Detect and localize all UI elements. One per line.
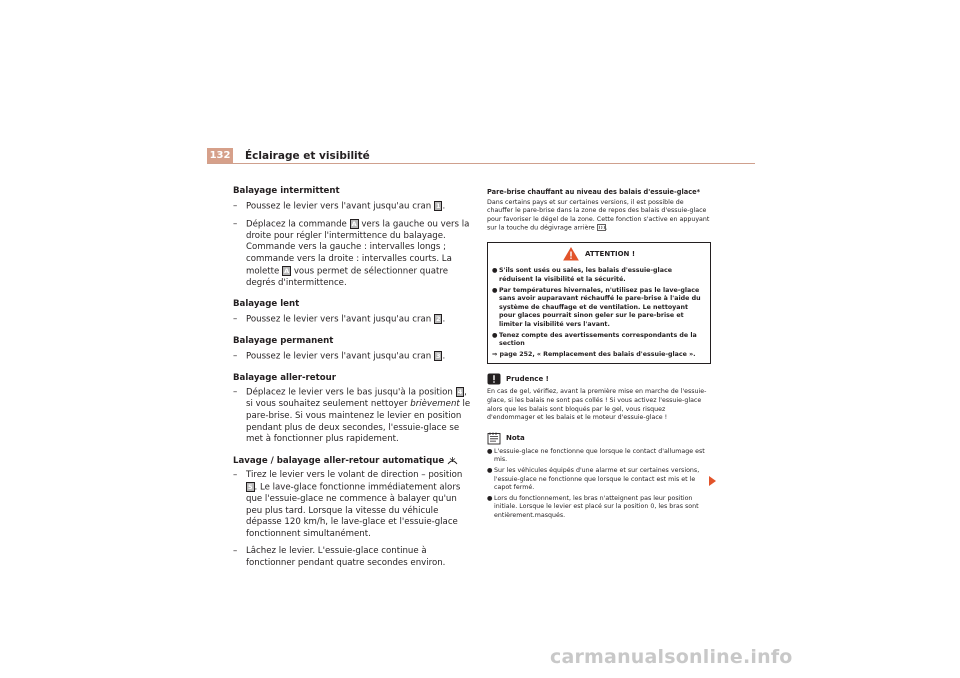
list-item: ● Tenez compte des avertissements correspondants de la section: [492, 331, 697, 348]
list-item: ● Par températures hivernales, n'utilisez pas le lave-glace sans avoir auparavant réchauffé le pare-brise à l'aide du système de chauffage et de ventilation. Le nettoyant pour glaces pourrait sinon geler sur le pare-brise et limiter la visibilité vers l'avant.: [492, 286, 701, 329]
page-number: 132: [207, 148, 233, 164]
heading-lent: Balayage lent: [233, 299, 300, 310]
callout-1: 1: [435, 201, 441, 210]
washer-fluid-icon: [447, 456, 458, 465]
note-icon: [487, 432, 501, 445]
list-item: ● S'ils sont usés ou sales, les balais d'essuie-glace réduisent la visibilité et la sécurité.: [492, 267, 672, 284]
watermark: carmanualsonline.info: [550, 646, 793, 668]
header-title: Éclairage et visibilité: [245, 150, 370, 162]
header-rule: [207, 163, 755, 164]
note-title: Nota: [506, 433, 525, 442]
list-item: – Poussez le levier vers l'avant jusqu'au cran 1 .: [233, 200, 446, 212]
warning-triangle-icon: [563, 247, 579, 261]
warning-box: [487, 242, 711, 364]
list-item: – Poussez le levier vers l'avant jusqu'au cran 2 .: [233, 313, 446, 325]
list-item: ● Lors du fonctionnement, les bras n'atteignent pas leur position initiale. Lorsque le levier est placé sur la position 0, les bras sont entièrement.masqués.: [487, 494, 699, 519]
callout-a: A: [351, 219, 357, 228]
heading-aller-retour: Balayage aller-retour: [233, 372, 336, 383]
heading-permanent: Balayage permanent: [233, 335, 334, 346]
callout-5: 5: [248, 482, 253, 491]
list-item: – Tirez le levier vers le volant de direction – position 5 . Le lave-glace fonctionne immédiatement alors que l'essuie-glace ne commence à balayer qu'un peu plus tard. Lorsque la vitesse du véhicule dépasse 120 km/h, le lave-glace et l'essuie-glace fonctionnent simultanément.: [233, 470, 463, 539]
list-item: – Lâchez le levier. L'essuie-glace continue à fonctionner pendant quatre secondes environ.: [233, 546, 446, 568]
caution-text: En cas de gel, vérifiez, avant la première mise en marche de l'essuie-glace, si les balais ne sont pas collés ! Si vous activez l'essuie-glace alors que les balais sont bloqués par le gel, vous risquez d'endommager et les balais et le moteur d'essuie-glace !: [487, 388, 707, 422]
rear-defrost-icon: [597, 224, 606, 231]
heading-intermittent: Balayage intermittent: [233, 186, 340, 196]
list-item: – Déplacez le levier vers le bas jusqu'à la position 4 , si vous souhaitez seulement nettoyer brièvement le pare-brise. Si vous maintenez le levier en position pendant plus de deux secondes, l'essuie-glace se met à fonctionner plus rapidement.: [233, 387, 471, 445]
right-column: [487, 188, 711, 523]
callout-3: 3: [435, 351, 441, 360]
list-item: – Poussez le levier vers l'avant jusqu'au cran 3 .: [233, 350, 446, 362]
callout-a: A: [284, 266, 290, 275]
heading-heated-windscreen: Pare-brise chauffant au niveau des balais d'essuie-glace*: [487, 188, 701, 196]
paragraph-heated: Dans certains pays et sur certaines versions, il est possible de chauffer le pare-brise dans la zone de repos des balais d'essuie-glace pour favoriser le dégel de la zone. Cette fonction s'active en appuyant sur la touche du dégivrage arrière .: [487, 198, 710, 232]
list-item: ● L'essuie-glace ne fonctionne que lorsque le contact d'allumage est mis.: [487, 447, 705, 464]
left-column: [233, 186, 471, 572]
warning-reference: ⇒ page 252, « Remplacement des balais d'essuie-glace ».: [492, 350, 696, 358]
callout-4: 4: [457, 388, 463, 397]
callout-2: 2: [435, 314, 441, 323]
list-item: – Déplacez la commande A vers la gauche ou vers la droite pour régler l'intermittence du balayage. Commande vers la gauche : intervalles longs ; commande vers la droite : intervalles courts. La molette A vous permet de sélectionner quatre degrés d'intermittence.: [233, 218, 470, 288]
warning-title: ATTENTION !: [584, 250, 636, 259]
caution-icon: [487, 373, 501, 385]
caution-title: Prudence !: [506, 375, 549, 384]
list-item: ● Sur les véhicules équipés d'une alarme et sur certaines versions, l'essuie-glace ne fonctionne que lorsque le contact est mis et le capot fermé.: [487, 466, 700, 492]
heading-lavage: Lavage / balayage aller-retour automatique: [233, 456, 471, 468]
continue-arrow-icon: [709, 476, 716, 486]
